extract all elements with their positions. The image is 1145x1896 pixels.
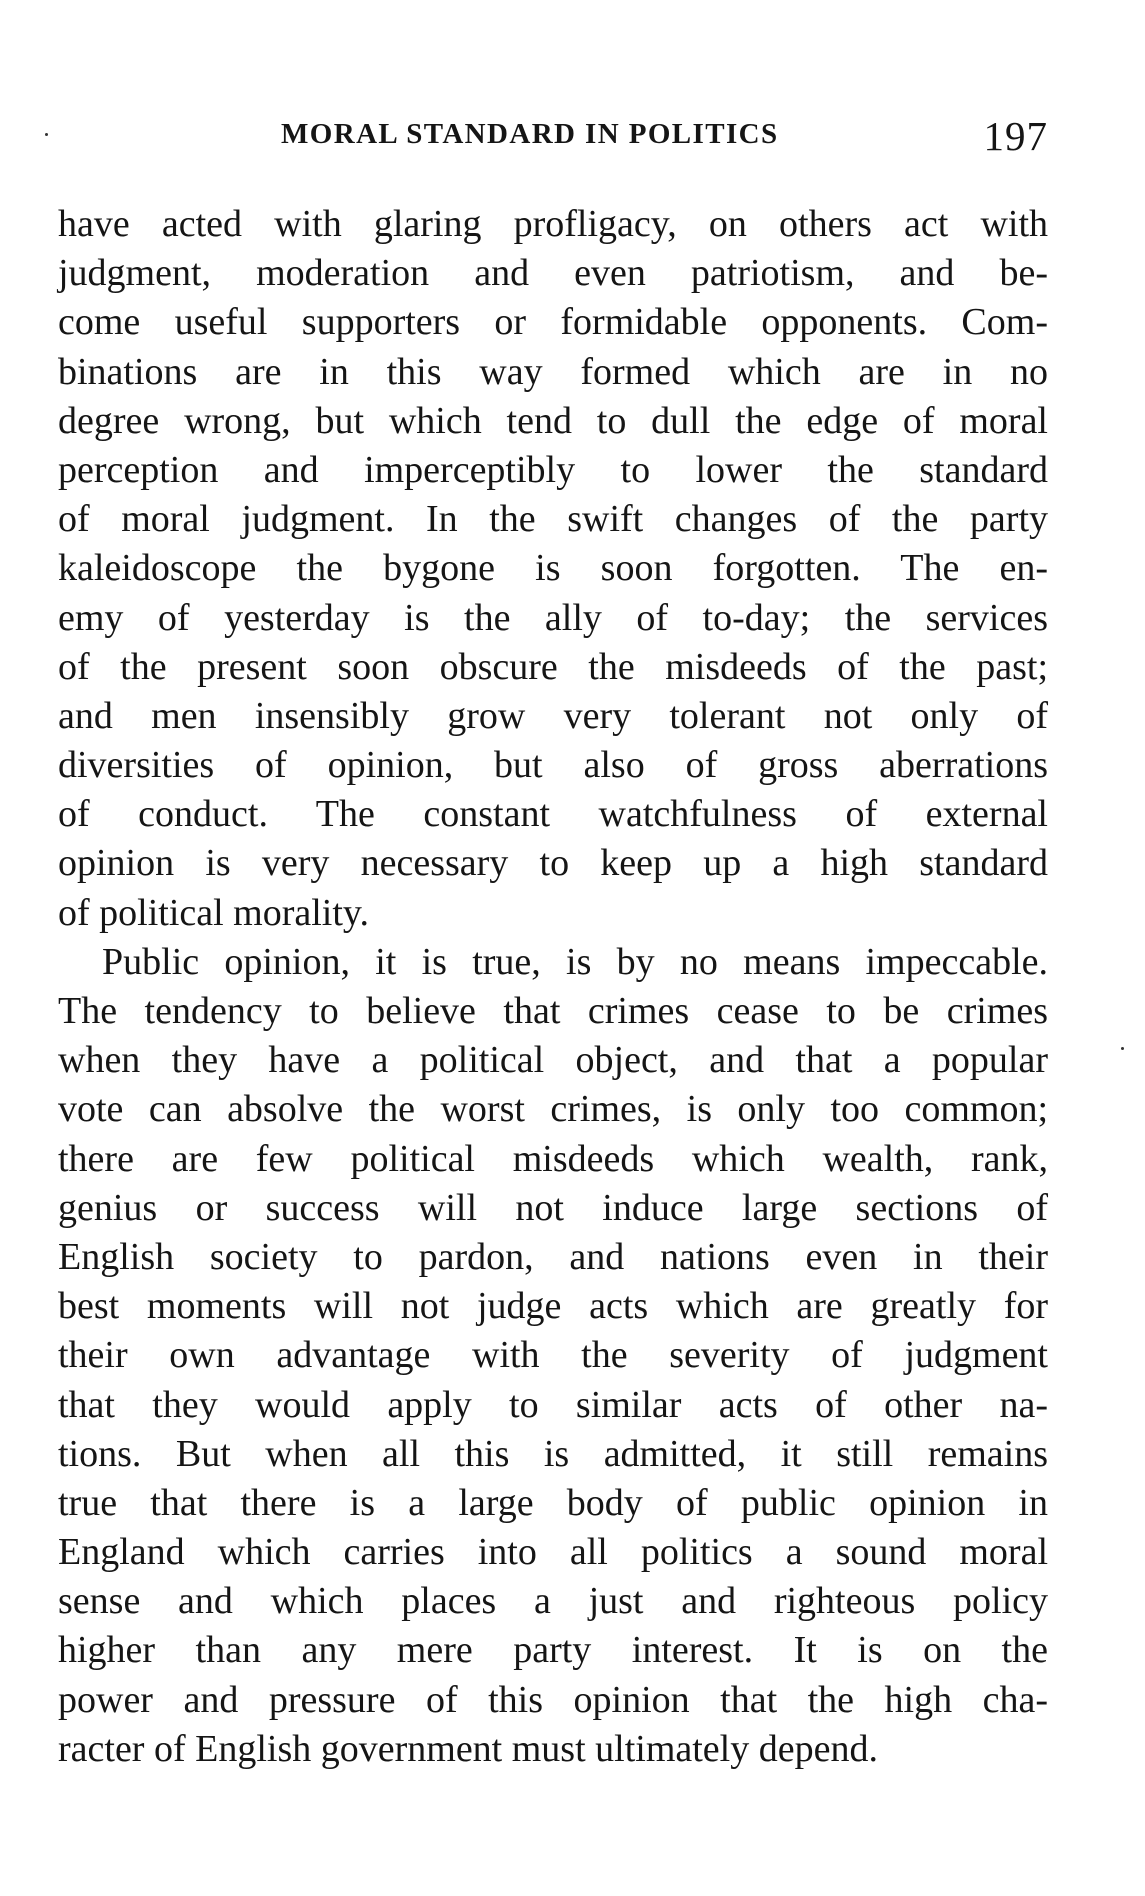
text-line: there are few political misdeeds which wealth, rank, xyxy=(58,1137,1048,1180)
text-line: that they would apply to similar acts of other na- xyxy=(58,1383,1048,1426)
text-line: power and pressure of this opinion that the high cha- xyxy=(58,1678,1048,1721)
text-line: vote can absolve the worst crimes, is only too common; xyxy=(58,1088,1048,1131)
text-line: binations are in this way formed which are in no xyxy=(58,350,1048,393)
body-text xyxy=(58,200,1048,1774)
text-line: come useful supporters or formidable opponents. Com- xyxy=(58,301,1048,344)
text-line: degree wrong, but which tend to dull the edge of moral xyxy=(58,399,1048,442)
text-line: kaleidoscope the bygone is soon forgotten. The en- xyxy=(58,547,1048,590)
page-number: 197 xyxy=(983,113,1048,159)
text-line: Public opinion, it is true, is by no means impeccable. xyxy=(102,940,1048,983)
text-line: and men insensibly grow very tolerant not only of xyxy=(58,694,1048,737)
text-line: of conduct. The constant watchfulness of external xyxy=(58,793,1048,836)
text-line: when they have a political object, and that a popular xyxy=(58,1039,1048,1082)
text-line: England which carries into all politics a sound moral xyxy=(58,1531,1048,1574)
text-line: their own advantage with the severity of judgment xyxy=(58,1334,1048,1377)
text-line: best moments will not judge acts which are greatly for xyxy=(58,1285,1048,1328)
text-line: diversities of opinion, but also of gross aberrations xyxy=(58,744,1048,787)
text-line: opinion is very necessary to keep up a high standard xyxy=(58,842,1048,885)
paragraph-2 xyxy=(58,938,1048,1774)
print-speck xyxy=(45,133,48,136)
text-line: of political morality. xyxy=(58,891,369,934)
running-head-title: MORAL STANDARD IN POLITICS xyxy=(281,118,779,150)
text-line: English society to pardon, and nations even in their xyxy=(58,1235,1048,1278)
text-line: judgment, moderation and even patriotism, and be- xyxy=(58,252,1048,295)
text-line: true that there is a large body of public opinion in xyxy=(58,1481,1048,1524)
text-line: of moral judgment. In the swift changes of the party xyxy=(58,498,1048,541)
text-line: genius or success will not induce large sections of xyxy=(58,1186,1048,1229)
text-line: perception and imperceptibly to lower the standard xyxy=(58,448,1048,491)
print-speck xyxy=(1121,1047,1124,1050)
text-line: emy of yesterday is the ally of to-day; the services xyxy=(58,596,1048,639)
text-line: have acted with glaring profligacy, on others act with xyxy=(58,203,1048,245)
running-head xyxy=(58,112,1048,159)
paragraph-1 xyxy=(58,200,1048,938)
text-line: racter of English government must ultimately depend. xyxy=(58,1727,878,1770)
text-line: sense and which places a just and righteous policy xyxy=(58,1580,1048,1623)
text-line: The tendency to believe that crimes cease to be crimes xyxy=(58,990,1048,1032)
text-line: higher than any mere party interest. It is on the xyxy=(58,1629,1048,1672)
text-line: of the present soon obscure the misdeeds of the past; xyxy=(58,645,1048,688)
text-line: tions. But when all this is admitted, it still remains xyxy=(58,1432,1048,1475)
